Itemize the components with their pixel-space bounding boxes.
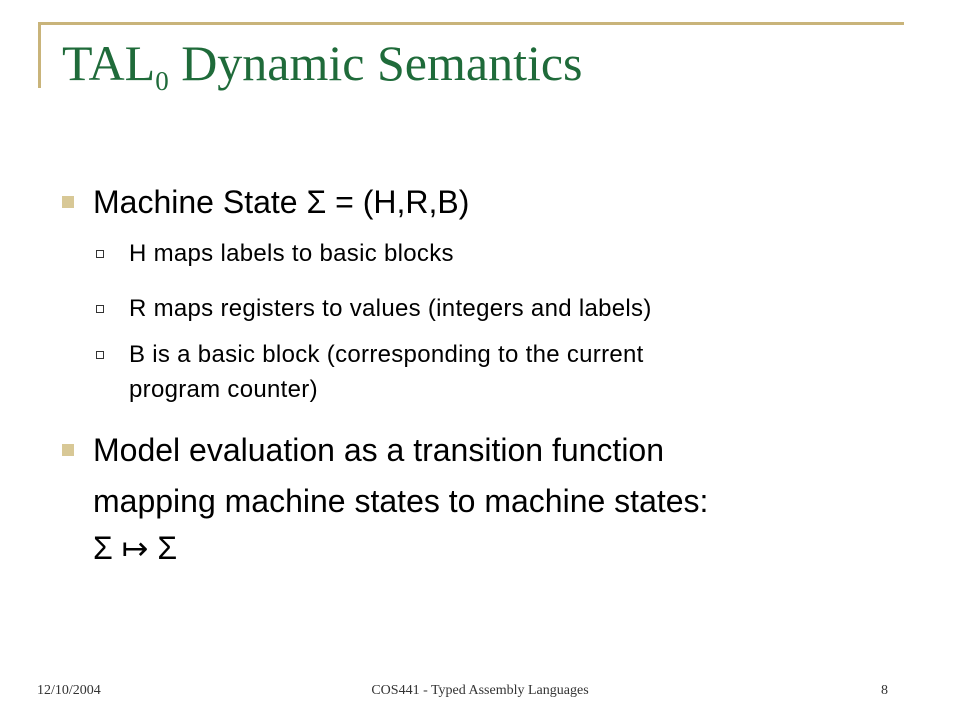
sub-bullet-2-text: R maps registers to values (integers and labels) (129, 295, 652, 322)
bullet-2-line-1: Model evaluation as a transition function (93, 432, 665, 468)
footer-page-number: 8 (881, 683, 888, 698)
title-main: TAL (62, 35, 156, 91)
title-subscript: 0 (155, 66, 169, 96)
footer-date: 12/10/2004 (37, 683, 101, 698)
bullet-2-line-2: mapping machine states to machine states: (93, 483, 709, 519)
top-frame-line (38, 22, 904, 25)
sub-bullet-marker-2 (96, 305, 104, 313)
bullet-2-line-3: Σ ↦ Σ (93, 530, 178, 566)
sub-bullet-marker-1 (96, 250, 104, 258)
bullet-marker-2 (62, 444, 74, 456)
sub-bullet-3-line-2: program counter) (129, 376, 318, 403)
slide-title (62, 35, 583, 96)
sub-bullet-3-line-1: B is a basic block (corresponding to the current (129, 341, 644, 368)
bullet-marker-1 (62, 196, 74, 208)
sub-bullet-marker-3 (96, 351, 104, 359)
left-frame-line (38, 22, 41, 88)
sub-bullet-1-text: H maps labels to basic blocks (129, 240, 454, 267)
title-rest: Dynamic Semantics (168, 35, 583, 91)
footer-course: COS441 - Typed Assembly Languages (371, 683, 589, 698)
bullet-1-text: Machine State Σ = (H,R,B) (93, 184, 470, 220)
